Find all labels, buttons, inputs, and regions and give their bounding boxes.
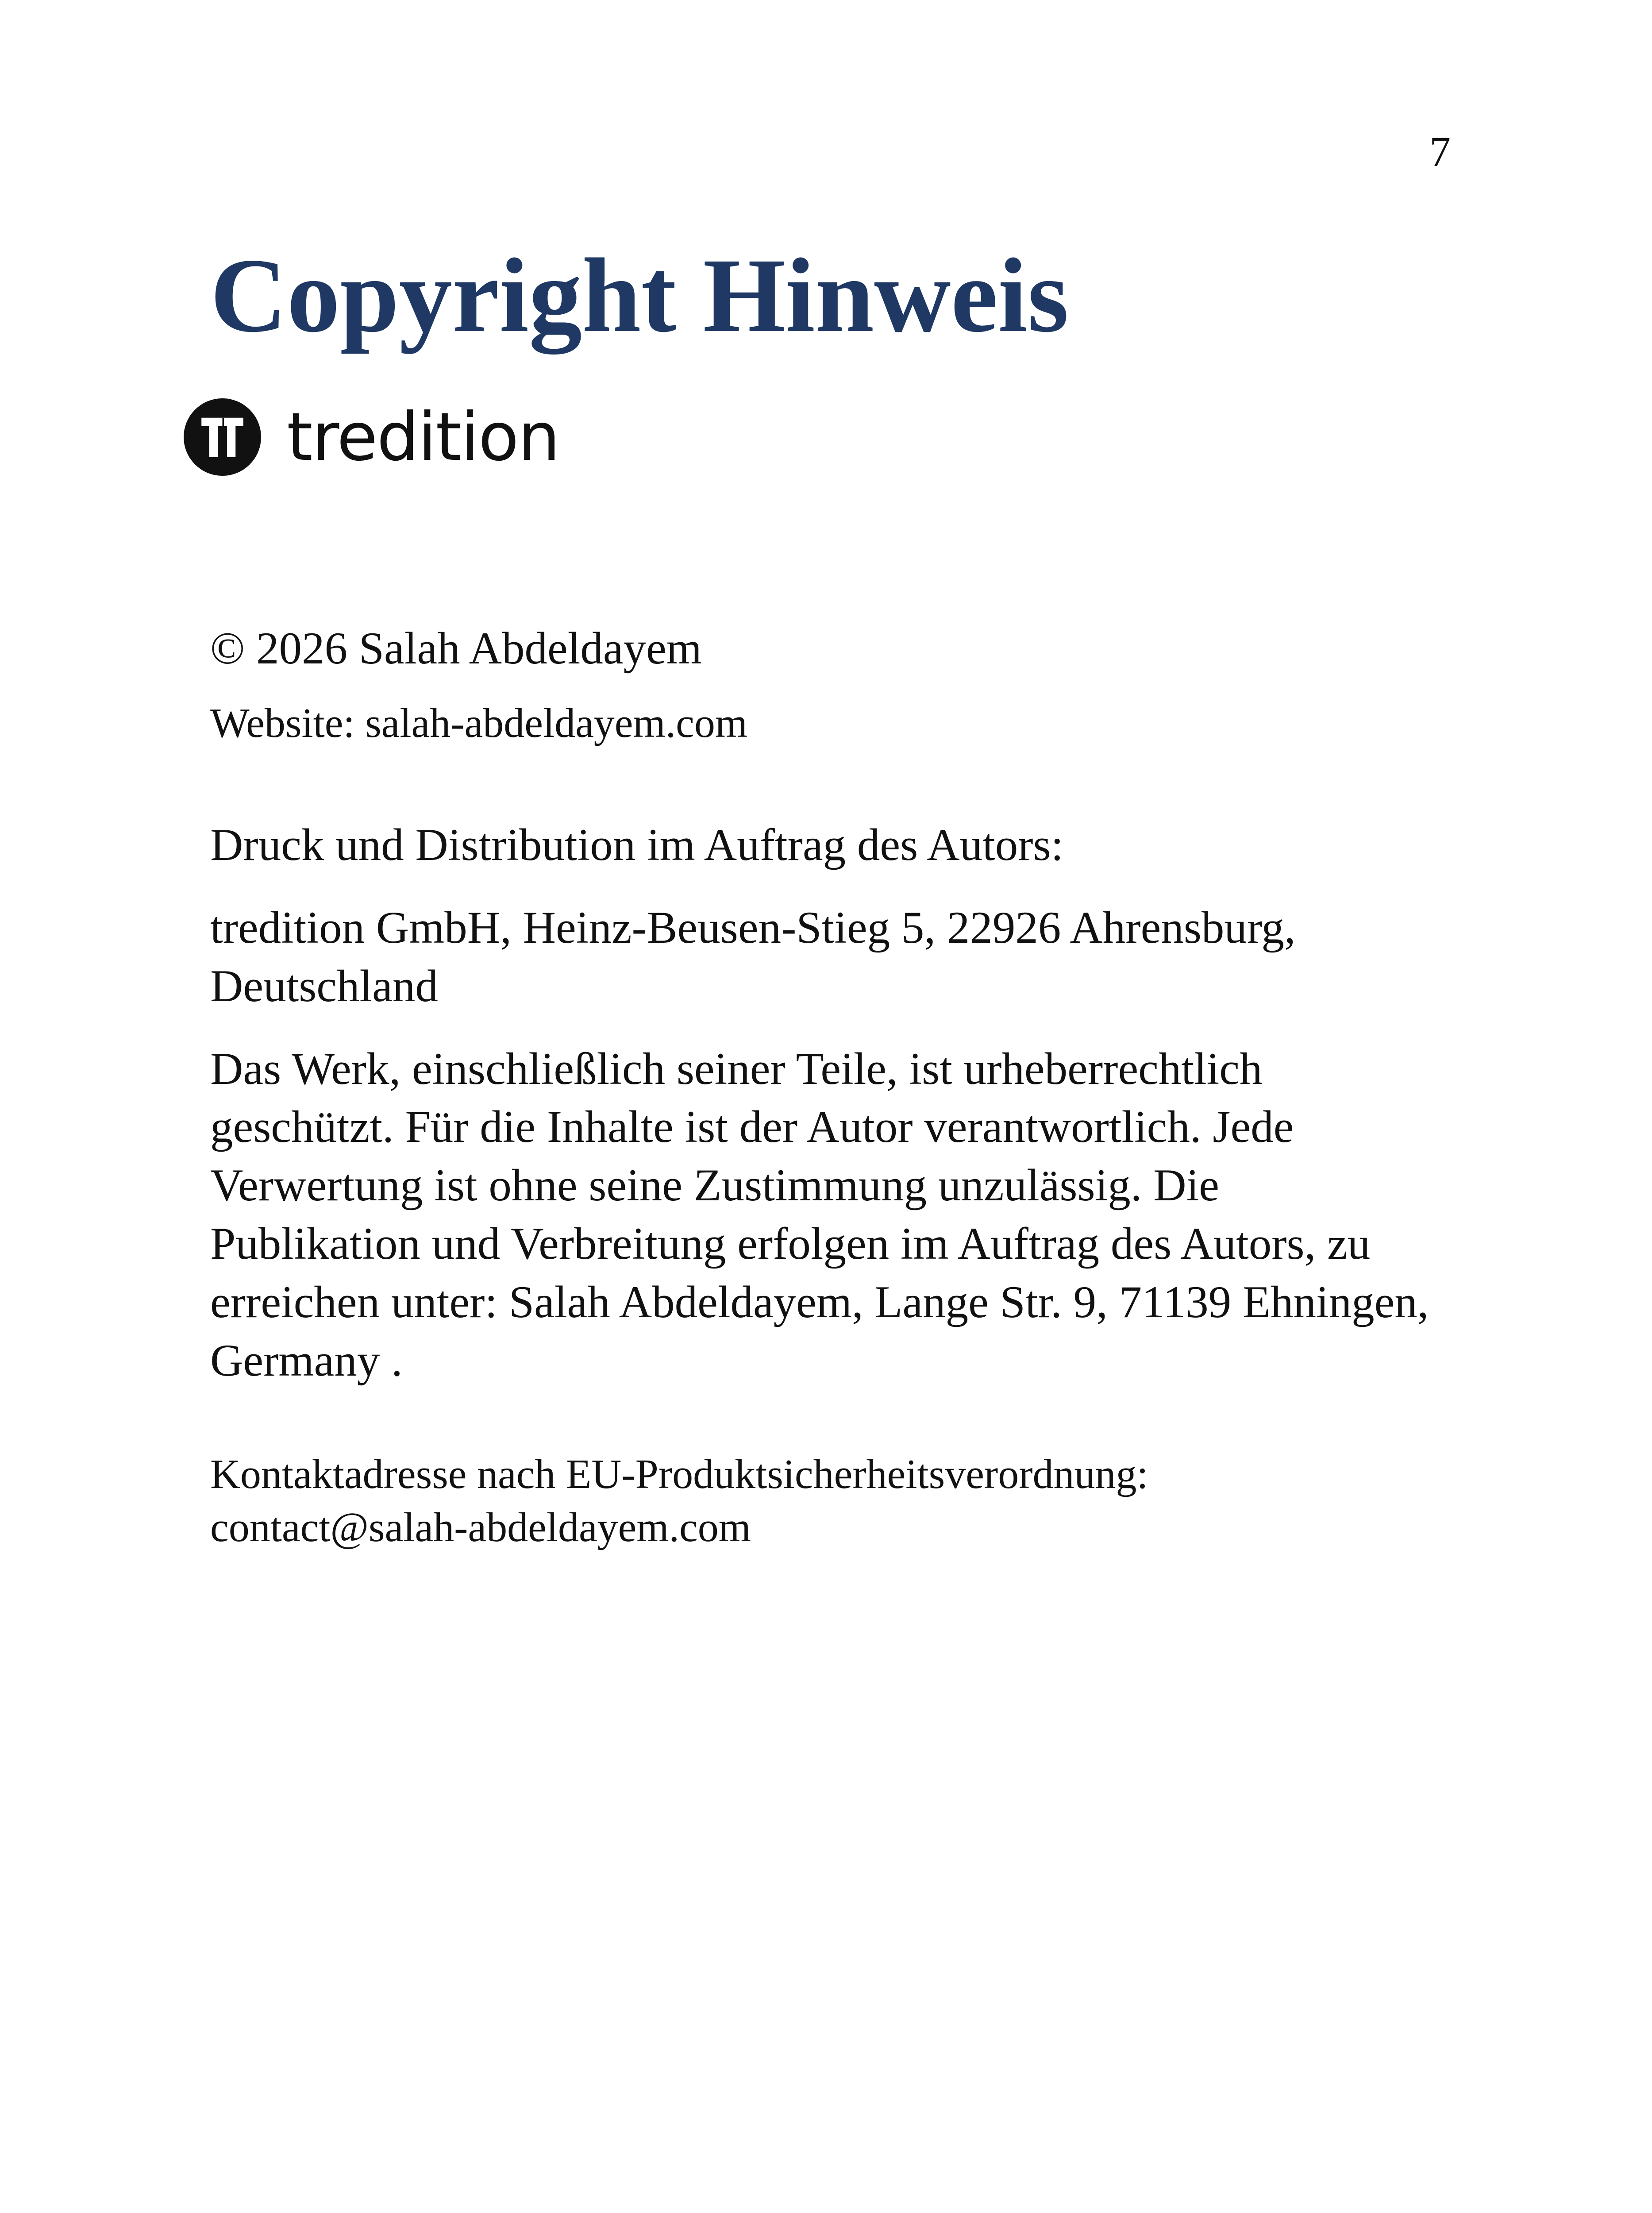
- rights-line: Verwertung ist ohne seine Zustimmung unzulässig. Die: [210, 1160, 1219, 1211]
- distribution-heading: Druck und Distribution im Auftrag des Autors:: [210, 820, 1064, 871]
- rights-line: erreichen unter: Salah Abdeldayem, Lange Str. 9, 71139 Ehningen,: [210, 1276, 1429, 1327]
- page-title: Copyright Hinweis: [210, 236, 1069, 354]
- publisher-address: [210, 899, 1449, 1016]
- contact-label: Kontaktadresse nach EU-Produktsicherheitsverordnung:: [210, 1451, 1148, 1497]
- copyright-content: [210, 620, 1449, 1554]
- rights-paragraph: [210, 1040, 1449, 1390]
- tredition-logo-icon: [184, 398, 261, 476]
- publisher-logo: [184, 398, 559, 476]
- rights-line: Das Werk, einschließlich seiner Teile, ist urheberrechtlich: [210, 1043, 1263, 1094]
- rights-line: Publikation und Verbreitung erfolgen im Auftrag des Autors, zu: [210, 1218, 1371, 1269]
- logo-wordmark: tredition: [287, 398, 559, 476]
- website-line: Website: salah-abdeldayem.com: [210, 700, 747, 746]
- publisher-address-line: Deutschland: [210, 960, 438, 1011]
- page-number: 7: [1429, 128, 1451, 175]
- rights-line: Germany .: [210, 1335, 403, 1386]
- publisher-address-line: tredition GmbH, Heinz-Beusen-Stieg 5, 22926 Ahrensburg,: [210, 902, 1296, 953]
- contact-email: contact@salah-abdeldayem.com: [210, 1504, 751, 1550]
- rights-line: geschützt. Für die Inhalte ist der Autor verantwortlich. Jede: [210, 1102, 1294, 1153]
- copyright-line: © 2026 Salah Abdeldayem: [210, 623, 702, 674]
- contact-block: [210, 1448, 1449, 1554]
